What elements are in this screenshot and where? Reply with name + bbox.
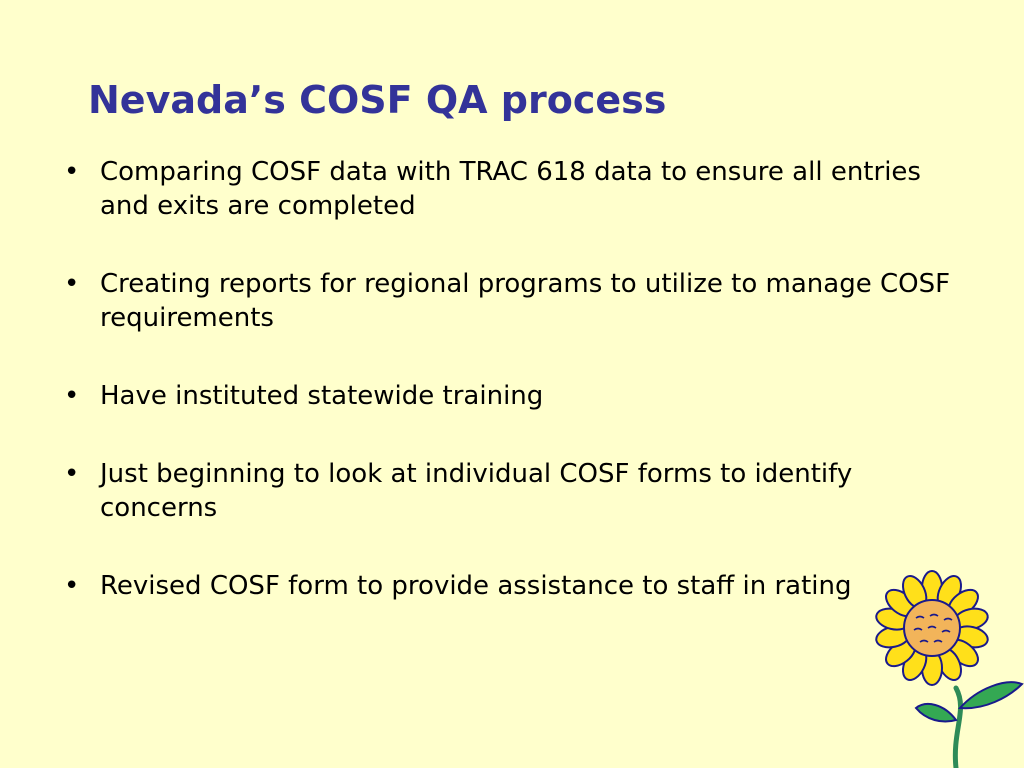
bullet-list [60,155,960,647]
bullet-text: Creating reports for regional programs to utilize to manage COSF requirements [100,269,951,333]
bullet-text: Have instituted statewide training [100,381,544,411]
bullet-dot: • [64,157,80,187]
bullet-item [60,379,960,413]
bullet-text: Revised COSF form to provide assistance to staff in rating [100,571,852,601]
sunflower-leaf-right [960,682,1022,708]
bullet-item [60,267,960,335]
bullet-dot: • [64,459,80,489]
sunflower-icon [860,560,1024,768]
bullet-text: Comparing COSF data with TRAC 618 data to ensure all entries and exits are completed [100,157,921,221]
bullet-text: Just beginning to look at individual COSF forms to identify concerns [100,459,853,523]
sunflower-leaf-left [916,704,956,722]
bullet-dot: • [64,269,80,299]
bullet-item [60,155,960,223]
bullet-item [60,457,960,525]
bullet-dot: • [64,571,80,601]
sunflower-stem [955,688,960,768]
sunflower-center [904,600,960,656]
bullet-item [60,569,960,603]
bullet-dot: • [64,381,80,411]
slide-title: Nevada’s COSF QA process [88,78,667,122]
